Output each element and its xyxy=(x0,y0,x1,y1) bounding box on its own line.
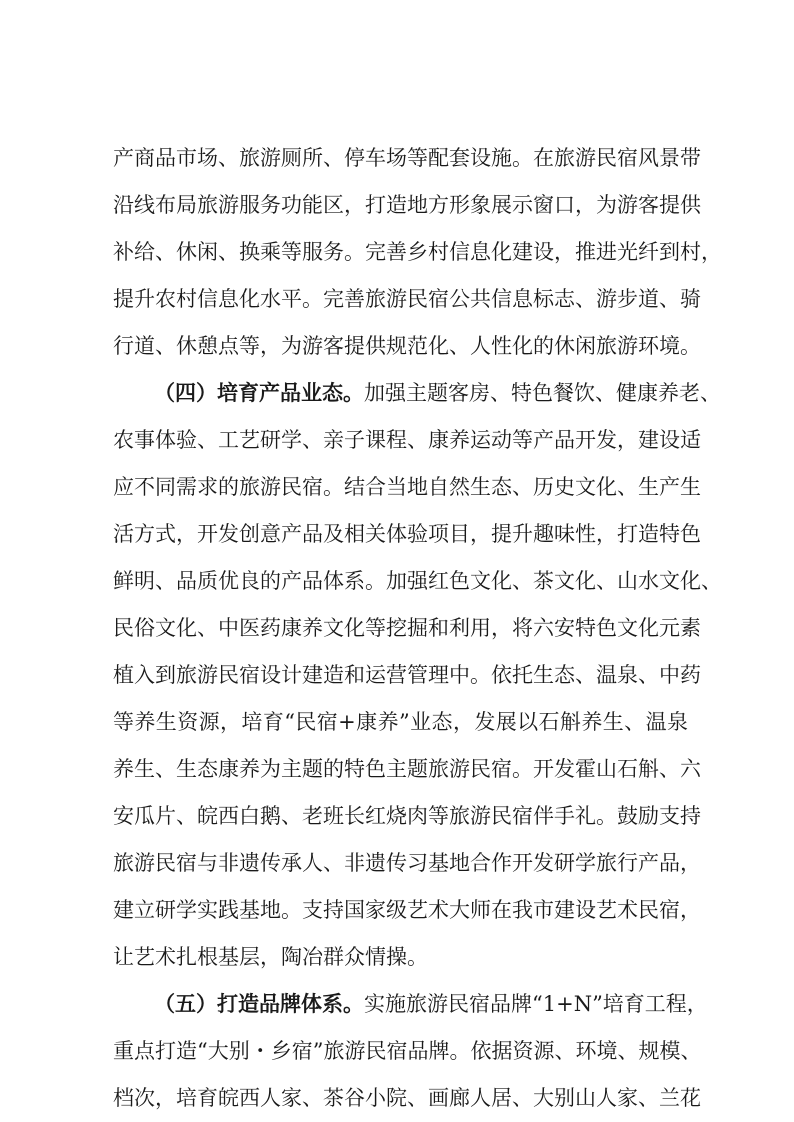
paragraph-1-line-2: 沿线布局旅游服务功能区，打造地方形象展示窗口，为游客提供 xyxy=(113,193,701,217)
paragraph-2-line-9: 养生、生态康养为主题的特色主题旅游民宿。开发霍山石斛、六 xyxy=(113,757,701,781)
paragraph-3-line-3: 档次，培育皖西人家、茶谷小院、画廊人居、大别山人家、兰花 xyxy=(113,1086,701,1110)
paragraph-2-line-7: 植入到旅游民宿设计建造和运营管理中。依托生态、温泉、中药 xyxy=(113,663,701,687)
paragraph-2-line-8: 等养生资源，培育“民宿+康养”业态，发展以石斛养生、温泉 xyxy=(113,710,688,734)
paragraph-2-line-11: 旅游民宿与非遗传承人、非遗传习基地合作开发研学旅行产品， xyxy=(113,851,701,875)
paragraph-2-line-13: 让艺术扎根基层，陶冶群众情操。 xyxy=(113,945,428,969)
paragraph-1-line-4: 提升农村信息化水平。完善旅游民宿公共信息标志、游步道、骑 xyxy=(113,287,701,311)
section-heading-four: （四）培育产品业态。 xyxy=(154,380,364,405)
paragraph-1-line-1: 产商品市场、旅游厕所、停车场等配套设施。在旅游民宿风景带 xyxy=(113,146,701,170)
paragraph-2-line-2: 农事体验、工艺研学、亲子课程、康养运动等产品开发，建设适 xyxy=(113,428,701,452)
paragraph-3-line-1-text: 实施旅游民宿品牌“1+N”培育工程， xyxy=(364,992,708,1016)
paragraph-2-line-1-text: 加强主题客房、特色餐饮、健康养老、 xyxy=(364,381,721,405)
paragraph-3-line-2: 重点打造“大别・乡宿”旅游民宿品牌。依据资源、环境、规模、 xyxy=(113,1039,702,1063)
paragraph-2-line-6: 民俗文化、中医药康养文化等挖掘和利用，将六安特色文化元素 xyxy=(113,616,701,640)
paragraph-2-line-10: 安瓜片、皖西白鹅、老班长红烧肉等旅游民宿伴手礼。鼓励支持 xyxy=(113,804,701,828)
paragraph-3-line-1 xyxy=(154,989,708,1019)
paragraph-2-line-1 xyxy=(154,378,721,408)
paragraph-2-line-4: 活方式，开发创意产品及相关体验项目，提升趣味性，打造特色 xyxy=(113,522,701,546)
paragraph-2-line-12: 建立研学实践基地。支持国家级艺术大师在我市建设艺术民宿， xyxy=(113,898,701,922)
paragraph-2-line-5: 鲜明、品质优良的产品体系。加强红色文化、茶文化、山水文化、 xyxy=(113,569,722,593)
section-heading-five: （五）打造品牌体系。 xyxy=(154,991,364,1016)
paragraph-1-line-3: 补给、休闲、换乘等服务。完善乡村信息化建设，推进光纤到村， xyxy=(113,240,722,264)
paragraph-2-line-3: 应不同需求的旅游民宿。结合当地自然生态、历史文化、生产生 xyxy=(113,475,701,499)
paragraph-1-line-5: 行道、休憩点等，为游客提供规范化、人性化的休闲旅游环境。 xyxy=(113,334,701,358)
